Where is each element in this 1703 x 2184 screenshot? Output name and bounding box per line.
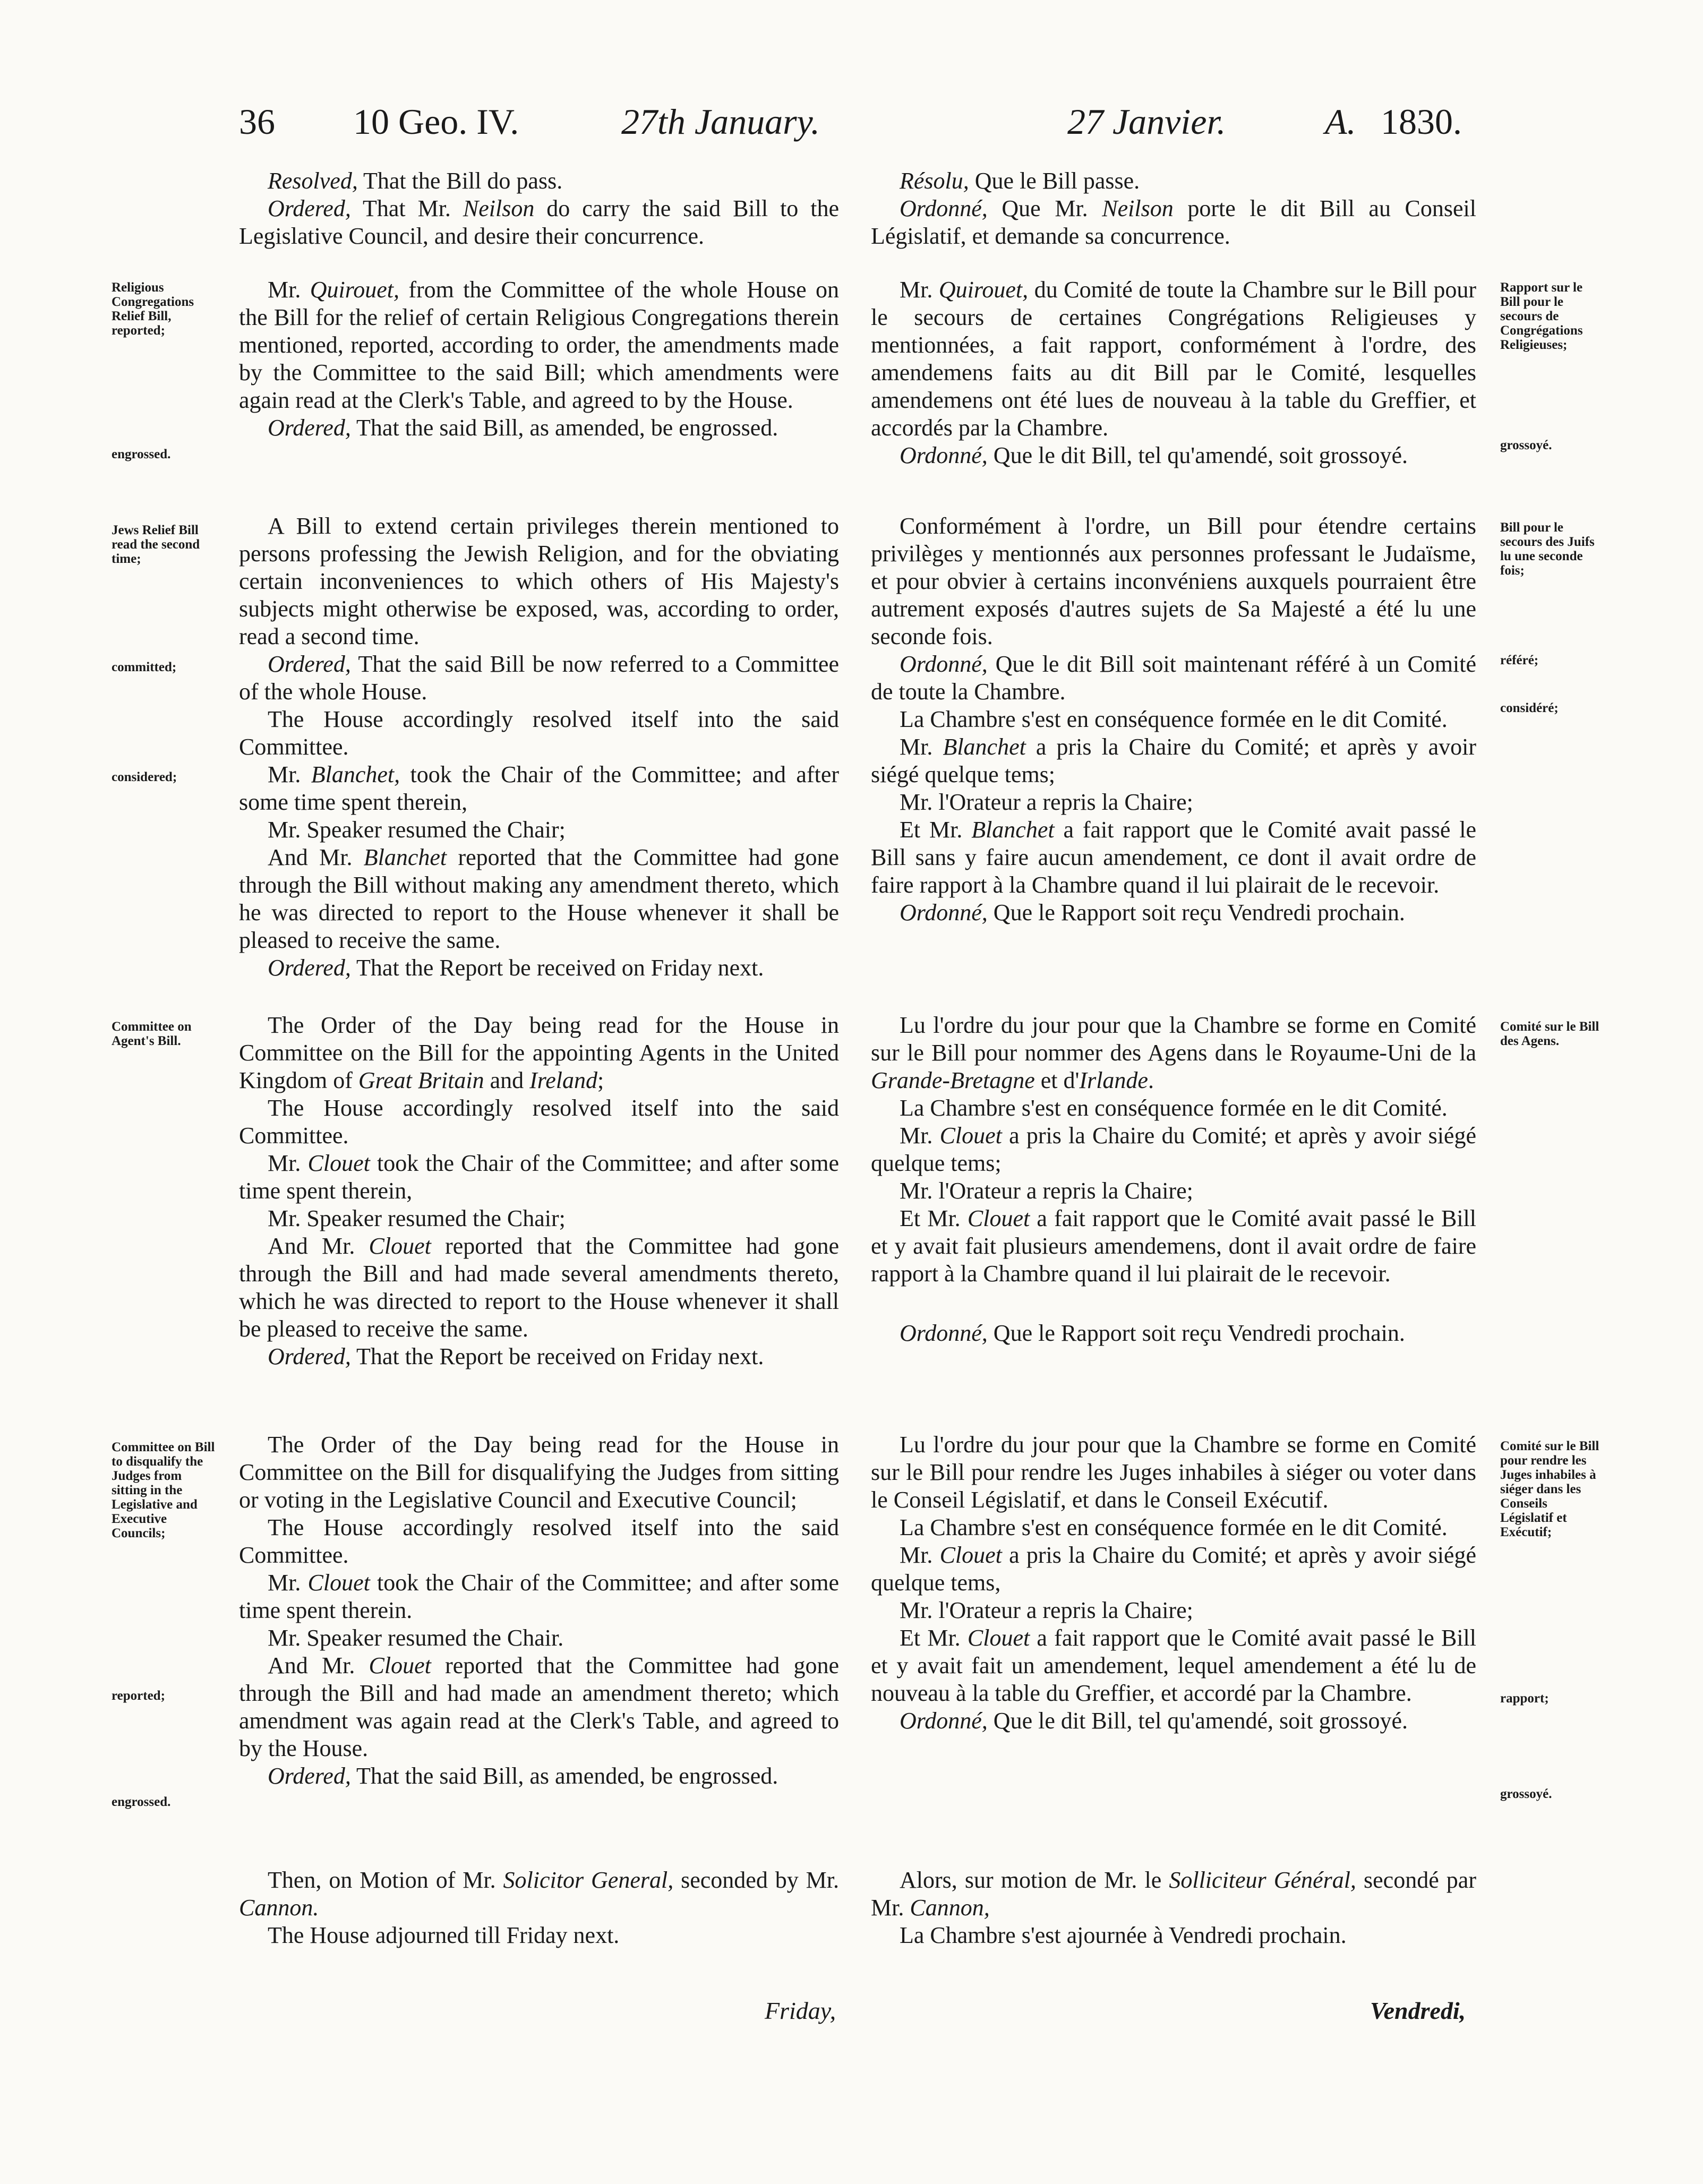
paragraph: Lu l'ordre du jour pour que la Chambre se forme en Comité sur le Bill pour rendre les Juges inhabiles à siéger ou voter dans le Conseil Législatif, et dans le Conseil Exécutif. [871, 1432, 1476, 1513]
page-header [239, 101, 1475, 143]
agents-section-fr [871, 1012, 1476, 1347]
closing-section-en [239, 1866, 839, 1949]
religious-section-fr [871, 276, 1476, 469]
margin-note-agents-fr: Comité sur le Bill des Agens. [1500, 1020, 1599, 1048]
paragraph: Then, on Motion of Mr. Solicitor General, seconded by Mr. Cannon. [239, 1867, 840, 1921]
paragraph: Ordonné, Que le dit Bill, tel qu'amendé, soit grossoyé. [900, 1708, 1408, 1734]
margin-note-committed-en: committed; [112, 660, 177, 674]
paragraph: Mr. l'Orateur a repris la Chaire; [900, 1178, 1193, 1204]
judges-section-fr [871, 1431, 1476, 1735]
paragraph: Ordered, That the Report be received on Friday next. [268, 1343, 764, 1369]
date-french: 27 Janvier. [1067, 101, 1226, 142]
year: 1830. [1381, 101, 1462, 142]
paragraph: Mr. Clouet a pris la Chaire du Comité; et après y avoir siégé quelque tems, [871, 1542, 1476, 1596]
paragraph: Mr. Clouet a pris la Chaire du Comité; et après y avoir siégé quelque tems; [871, 1123, 1476, 1176]
paragraph: Ordered, That the said Bill, as amended, be engrossed. [268, 415, 778, 441]
paragraph: The House accordingly resolved itself into the said Committee. [239, 706, 839, 760]
paragraph: Ordonné, Que le dit Bill, tel qu'amendé, soit grossoyé. [900, 442, 1408, 468]
paragraph: The House accordingly resolved itself into the said Committee. [239, 1514, 839, 1568]
opening-section-fr [871, 167, 1476, 250]
paragraph: Mr. Blanchet a pris la Chaire du Comité; et après y avoir siégé quelque tems; [871, 734, 1476, 787]
paragraph: Mr. Blanchet, took the Chair of the Committee; and after some time spent therein, [239, 761, 839, 815]
margin-note-engrossed2-fr: grossoyé. [1500, 1787, 1552, 1801]
paragraph: A Bill to extend certain privileges therein mentioned to persons professing the Jewish Religion, and for the obviating certain inconveniences to which others of His Majesty's subjects might otherwise be exposed, was, according to order, read a second time. [239, 513, 839, 649]
margin-note-engrossed2-en: engrossed. [112, 1795, 171, 1809]
closing-section-fr [871, 1866, 1476, 1949]
catchword-english: Friday, [765, 1997, 836, 2024]
paragraph: Et Mr. Blanchet a fait rapport que le Comité avait passé le Bill sans y faire aucun amendement, ce dont il avait ordre de faire rapport à la Chambre quand il lui plairait de le recevoir. [871, 817, 1476, 898]
paragraph: Ordered, That the Report be received on Friday next. [268, 955, 764, 981]
page-number: 36 [239, 101, 275, 142]
paragraph: And Mr. Blanchet reported that the Committee had gone through the Bill without making any amendment thereto, which he was directed to report to the House whenever it shall be pleased to receive the same. [239, 844, 839, 953]
paragraph: The Order of the Day being read for the House in Committee on the Bill for disqualifying the Judges from sitting or voting in the Legislative Council and Executive Council; [239, 1432, 839, 1513]
date-english: 27th January. [621, 101, 820, 142]
paragraph: Mr. Speaker resumed the Chair; [268, 1205, 566, 1231]
paragraph: Mr. Quirouet, from the Committee of the whole House on the Bill for the relief of certain Religious Congregations therein mentioned, reported, according to order, the amendments made by the Committee to the said Bill; which amendments were again read at the Clerk's Table, and agreed to by the House. [239, 277, 839, 413]
margin-note-judges-fr: Comité sur le Bill pour rendre les Juges inhabiles à siéger dans les Conseils Législatif et Exécutif; [1500, 1439, 1599, 1539]
paragraph: Lu l'ordre du jour pour que la Chambre se forme en Comité sur le Bill pour nommer des Agens dans le Royaume-Uni de la Grande-Bretagne et d'Irlande. [871, 1012, 1476, 1093]
paragraph: The Order of the Day being read for the House in Committee on the Bill for the appointing Agents in the United Kingdom of Great Britain and Ireland; [239, 1012, 839, 1093]
margin-note-agents-en: Committee on Agent's Bill. [112, 1020, 192, 1048]
margin-note-jews-en: Jews Relief Bill read the second time; [112, 523, 200, 566]
jews-section-fr [871, 512, 1476, 927]
ordered-paragraph: Ordered, That Mr. Neilson do carry the said Bill to the Legislative Council, and desire their concurrence. [239, 195, 839, 249]
paragraph: La Chambre s'est ajournée à Vendredi prochain. [900, 1922, 1347, 1948]
paragraph: Ordonné, Que le Rapport soit reçu Vendredi prochain. [900, 1320, 1405, 1346]
paragraph: Mr. Clouet took the Chair of the Committee; and after some time spent therein, [239, 1150, 839, 1204]
catchword-french: Vendredi, [1370, 1997, 1466, 2024]
margin-note-engrossed-en: engrossed. [112, 447, 171, 461]
religious-section-en [239, 276, 839, 442]
margin-note-judges-en: Committee on Bill to disqualify the Judges from sitting in the Legislative and Executive Councils; [112, 1440, 215, 1540]
paragraph: Mr. Clouet took the Chair of the Committee; and after some time spent therein. [239, 1570, 839, 1623]
paragraph: Mr. Quirouet, du Comité de toute la Chambre sur le Bill pour le secours de certaines Congrégations Religieuses y mentionnées, a fait rapport, conformément à l'ordre, des amendemens faits au dit Bill par le Comité, lesquelles amendemens ont été lues de nouveau à la table du Greffier, et accordés par la Chambre. [871, 277, 1476, 441]
opening-section-en [239, 167, 839, 250]
paragraph: And Mr. Clouet reported that the Committee had gone through the Bill and had made several amendments thereto, which he was directed to report to the House whenever it shall be pleased to receive the same. [239, 1233, 839, 1342]
margin-note-religious-en: Religious Congregations Relief Bill, reported; [112, 280, 194, 338]
margin-note-considered-en: considered; [112, 770, 177, 784]
regnal-year: 10 Geo. IV. [353, 101, 519, 142]
ordonne-paragraph: Ordonné, Que Mr. Neilson porte le dit Bill au Conseil Législatif, et demande sa concurrence. [871, 195, 1476, 249]
paragraph: La Chambre s'est en conséquence formée en le dit Comité. [900, 706, 1448, 732]
paragraph: Mr. l'Orateur a repris la Chaire; [900, 789, 1193, 815]
paragraph: Mr. Speaker resumed the Chair; [268, 817, 566, 843]
agents-section-en [239, 1012, 839, 1371]
paragraph: Conformément à l'ordre, un Bill pour étendre certains privilèges y mentionnés aux personnes professant le Judaïsme, et pour obvier à certains inconvéniens auxquels pourraient être autrement exposés d'autres sujets de Sa Majesté a été lu une seconde fois. [871, 513, 1476, 649]
margin-note-committed-fr: référé; [1500, 653, 1539, 667]
margin-note-considered-fr: considéré; [1500, 701, 1559, 715]
margin-note-engrossed-fr: grossoyé. [1500, 438, 1552, 452]
margin-note-reported-fr: rapport; [1500, 1691, 1549, 1706]
paragraph: Mr. Speaker resumed the Chair. [268, 1625, 564, 1651]
paragraph: La Chambre s'est en conséquence formée en le dit Comité. [900, 1095, 1448, 1121]
paragraph: Ordered, That the said Bill, as amended, be engrossed. [268, 1763, 778, 1789]
year-letter: A. [1325, 101, 1356, 142]
paragraph: Ordonné, Que le Rapport soit reçu Vendredi prochain. [900, 900, 1405, 926]
margin-note-jews-fr: Bill pour le secours des Juifs lu une seconde fois; [1500, 520, 1595, 578]
paragraph: Et Mr. Clouet a fait rapport que le Comité avait passé le Bill et y avait fait plusieurs amendemens, dont il avait ordre de faire rapport à la Chambre quand il lui plairait de le recevoir. [871, 1205, 1477, 1287]
paragraph: Et Mr. Clouet a fait rapport que le Comité avait passé le Bill et y avait fait un amendement, lequel amendement a été lu de nouveau à la table du Greffier, et accordé par la Chambre. [871, 1625, 1477, 1706]
paragraph: Ordered, That the said Bill be now referred to a Committee of the whole House. [239, 651, 839, 705]
margin-note-religious-fr: Rapport sur le Bill pour le secours de Congrégations Religieuses; [1500, 280, 1583, 352]
paragraph: La Chambre s'est en conséquence formée en le dit Comité. [900, 1514, 1448, 1540]
resolved-paragraph: Resolved, That the Bill do pass. [268, 168, 563, 194]
paragraph: And Mr. Clouet reported that the Committee had gone through the Bill and had made an amendment thereto; which amendment was again read at the Clerk's Table, and agreed to by the House. [239, 1652, 839, 1761]
paragraph: Alors, sur motion de Mr. le Solliciteur Général, secondé par Mr. Cannon, [871, 1867, 1476, 1921]
resolu-paragraph: Résolu, Que le Bill passe. [900, 168, 1140, 194]
paragraph: Mr. l'Orateur a repris la Chaire; [900, 1597, 1193, 1623]
jews-section-en [239, 512, 839, 982]
judges-section-en [239, 1431, 839, 1790]
paragraph: The House accordingly resolved itself into the said Committee. [239, 1095, 839, 1149]
margin-note-reported-en: reported; [112, 1689, 165, 1703]
paragraph: Ordonné, Que le dit Bill soit maintenant référé à un Comité de toute la Chambre. [871, 651, 1476, 705]
paragraph: The House adjourned till Friday next. [268, 1922, 620, 1948]
